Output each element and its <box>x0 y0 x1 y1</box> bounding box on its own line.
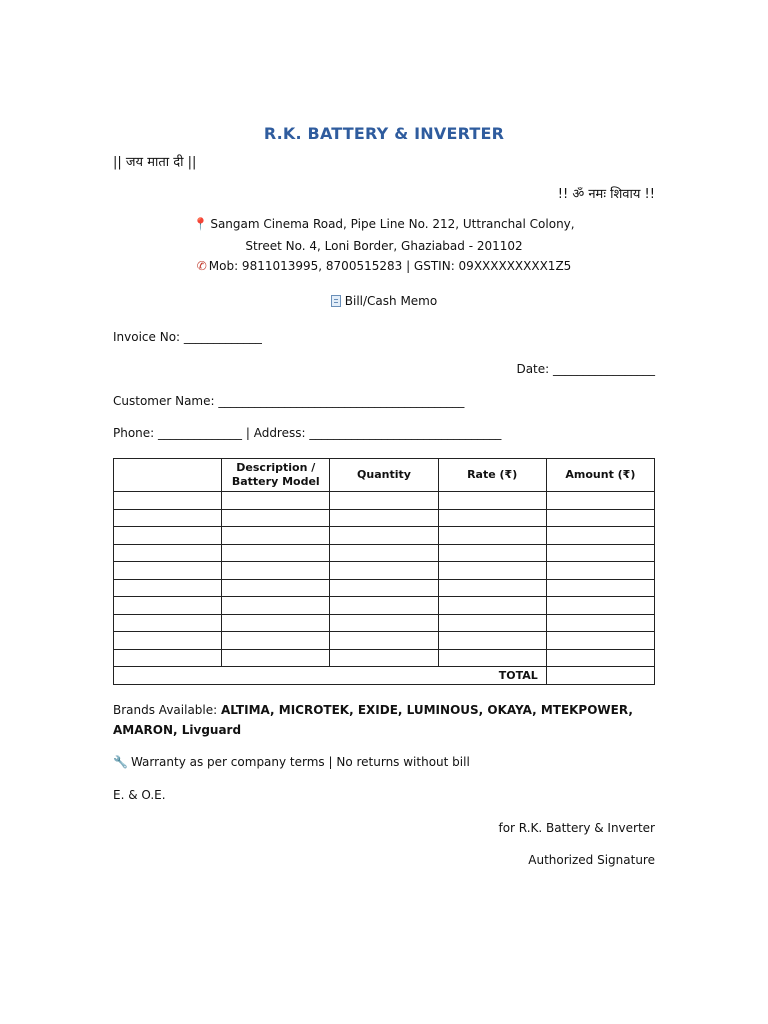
cell-amount[interactable] <box>546 562 654 580</box>
cell-quantity[interactable] <box>330 614 438 632</box>
cell-rate[interactable] <box>438 527 546 545</box>
eoe-note: E. & O.E. <box>113 788 166 802</box>
telephone-icon: ✆ <box>196 259 207 273</box>
cell-sno[interactable] <box>114 562 222 580</box>
cell-rate[interactable] <box>438 579 546 597</box>
address-line-1-text: Sangam Cinema Road, Pipe Line No. 212, Uttranchal Colony, <box>210 217 575 231</box>
cell-description[interactable] <box>222 614 330 632</box>
cell-description[interactable] <box>222 509 330 527</box>
table-row <box>114 579 655 597</box>
blessing-left: || जय माता दी || <box>113 155 197 170</box>
warranty-note <box>113 755 470 769</box>
cell-quantity[interactable] <box>330 527 438 545</box>
for-firm: for R.K. Battery & Inverter <box>498 821 655 835</box>
address-line-2: Street No. 4, Loni Border, Ghaziabad - 201102 <box>245 239 523 253</box>
cell-rate[interactable] <box>438 649 546 667</box>
brands-label: Brands Available: <box>113 703 221 717</box>
brands-available <box>113 700 658 740</box>
col-header-quantity: Quantity <box>330 459 438 492</box>
cell-description[interactable] <box>222 632 330 650</box>
items-table <box>113 458 655 685</box>
cell-description[interactable] <box>222 544 330 562</box>
cell-sno[interactable] <box>114 597 222 615</box>
memo-title-text: Bill/Cash Memo <box>344 294 438 308</box>
table-row <box>114 544 655 562</box>
cell-description[interactable] <box>222 649 330 667</box>
authorized-signature: Authorized Signature <box>528 853 655 867</box>
cell-sno[interactable] <box>114 527 222 545</box>
table-header-row <box>114 459 655 492</box>
cell-rate[interactable] <box>438 597 546 615</box>
cell-amount[interactable] <box>546 579 654 597</box>
cell-sno[interactable] <box>114 509 222 527</box>
phone-address-field[interactable]: Phone: ______________ | Address: ________________________________ <box>113 426 502 440</box>
cell-rate[interactable] <box>438 509 546 527</box>
cell-sno[interactable] <box>114 649 222 667</box>
cell-description[interactable] <box>222 527 330 545</box>
cell-quantity[interactable] <box>330 632 438 650</box>
cell-quantity[interactable] <box>330 492 438 510</box>
cell-description[interactable] <box>222 597 330 615</box>
cell-sno[interactable] <box>114 632 222 650</box>
cell-amount[interactable] <box>546 527 654 545</box>
cell-quantity[interactable] <box>330 562 438 580</box>
cell-amount[interactable] <box>546 649 654 667</box>
cell-sno[interactable] <box>114 579 222 597</box>
table-body <box>114 492 655 685</box>
warranty-text: Warranty as per company terms | No returns without bill <box>130 755 470 769</box>
customer-name-field[interactable]: Customer Name: _________________________________________ <box>113 394 465 408</box>
col-header-description: Description / Battery Model <box>222 459 330 492</box>
table-row <box>114 562 655 580</box>
location-pin-icon: 📍 <box>193 217 209 231</box>
cell-amount[interactable] <box>546 509 654 527</box>
total-amount-cell[interactable] <box>546 667 654 685</box>
receipt-icon <box>331 295 341 307</box>
cell-quantity[interactable] <box>330 597 438 615</box>
table-row <box>114 614 655 632</box>
cell-amount[interactable] <box>546 614 654 632</box>
cell-description[interactable] <box>222 562 330 580</box>
table-row <box>114 509 655 527</box>
cell-rate[interactable] <box>438 614 546 632</box>
contact-line <box>0 259 768 273</box>
cell-description[interactable] <box>222 492 330 510</box>
cell-quantity[interactable] <box>330 649 438 667</box>
total-label: TOTAL <box>114 667 547 685</box>
cell-amount[interactable] <box>546 492 654 510</box>
cell-sno[interactable] <box>114 544 222 562</box>
contact-line-text: Mob: 9811013995, 8700515283 | GSTIN: 09XXXXXXXXX1Z5 <box>208 259 572 273</box>
invoice-no-field[interactable]: Invoice No: _____________ <box>113 330 262 344</box>
memo-title <box>0 294 768 308</box>
col-header-rate: Rate (₹) <box>438 459 546 492</box>
col-header-amount: Amount (₹) <box>546 459 654 492</box>
col-header-blank <box>114 459 222 492</box>
cell-description[interactable] <box>222 579 330 597</box>
cell-rate[interactable] <box>438 562 546 580</box>
cell-amount[interactable] <box>546 597 654 615</box>
table-row <box>114 632 655 650</box>
cell-quantity[interactable] <box>330 544 438 562</box>
table-row <box>114 527 655 545</box>
cell-rate[interactable] <box>438 492 546 510</box>
shop-title: R.K. BATTERY & INVERTER <box>263 124 505 143</box>
table-row <box>114 649 655 667</box>
cell-sno[interactable] <box>114 492 222 510</box>
total-row <box>114 667 655 685</box>
address-line-1 <box>0 217 768 231</box>
date-field[interactable]: Date: _________________ <box>516 362 655 376</box>
cell-rate[interactable] <box>438 632 546 650</box>
wrench-icon: 🔧 <box>113 755 128 769</box>
blessing-right: !! ॐ नमः शिवाय !! <box>557 187 655 202</box>
cell-quantity[interactable] <box>330 579 438 597</box>
cell-quantity[interactable] <box>330 509 438 527</box>
brands-list: ALTIMA, MICROTEK, EXIDE, LUMINOUS, OKAYA, MTEKPOWER, AMARON, Livguard <box>113 703 633 737</box>
cell-amount[interactable] <box>546 632 654 650</box>
cell-rate[interactable] <box>438 544 546 562</box>
table-row <box>114 597 655 615</box>
cell-sno[interactable] <box>114 614 222 632</box>
cell-amount[interactable] <box>546 544 654 562</box>
table-row <box>114 492 655 510</box>
